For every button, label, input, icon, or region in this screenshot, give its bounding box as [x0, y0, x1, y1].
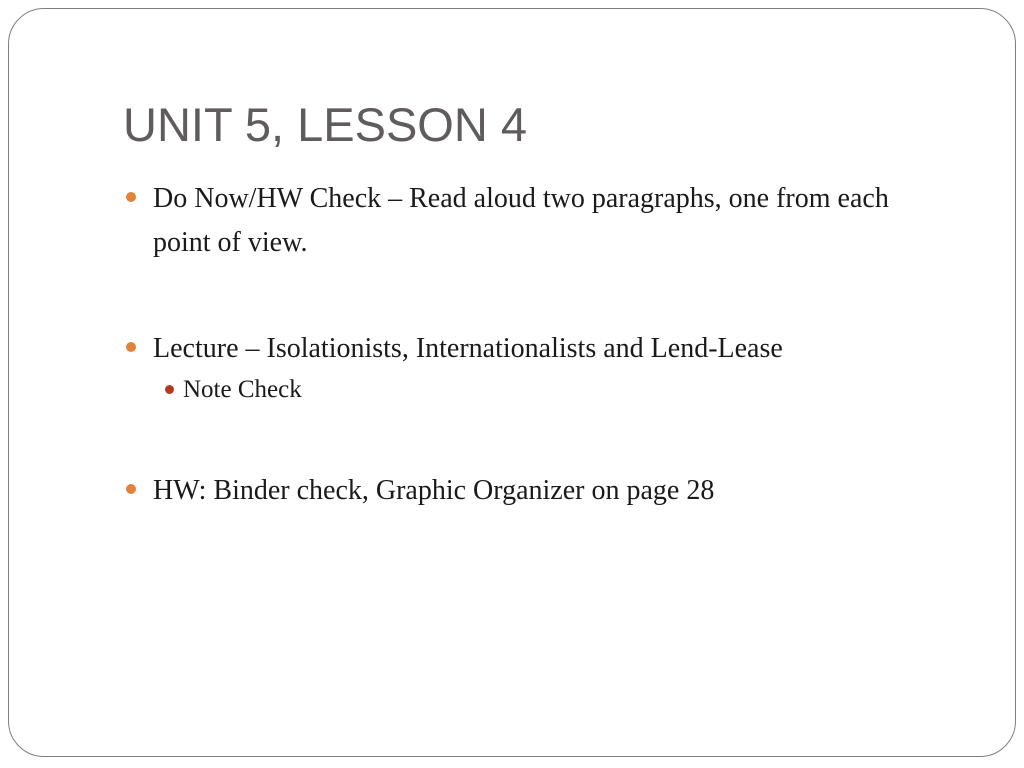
bullet-text: Lecture – Isolationists, Internationalists and Lend-Lease [153, 333, 783, 364]
bullet-item [123, 177, 923, 265]
sub-bullet-text: Note Check [183, 376, 302, 403]
bullet-text: Do Now/HW Check – Read aloud two paragraphs, one from each point of view. [153, 183, 889, 258]
bullet-item [123, 327, 923, 407]
bullet-text: HW: Binder check, Graphic Organizer on page 28 [153, 475, 715, 506]
sub-bullet-item [153, 373, 923, 407]
bullet-dot-icon [126, 484, 136, 494]
slide [8, 8, 1016, 757]
bullet-item [123, 469, 923, 513]
sub-bullet-list [153, 373, 923, 407]
sub-bullet-dot-icon [165, 385, 174, 394]
bullet-list [123, 177, 923, 513]
slide-title: UNIT 5, LESSON 4 [123, 98, 527, 151]
bullet-dot-icon [126, 192, 136, 202]
bullet-dot-icon [126, 342, 136, 352]
